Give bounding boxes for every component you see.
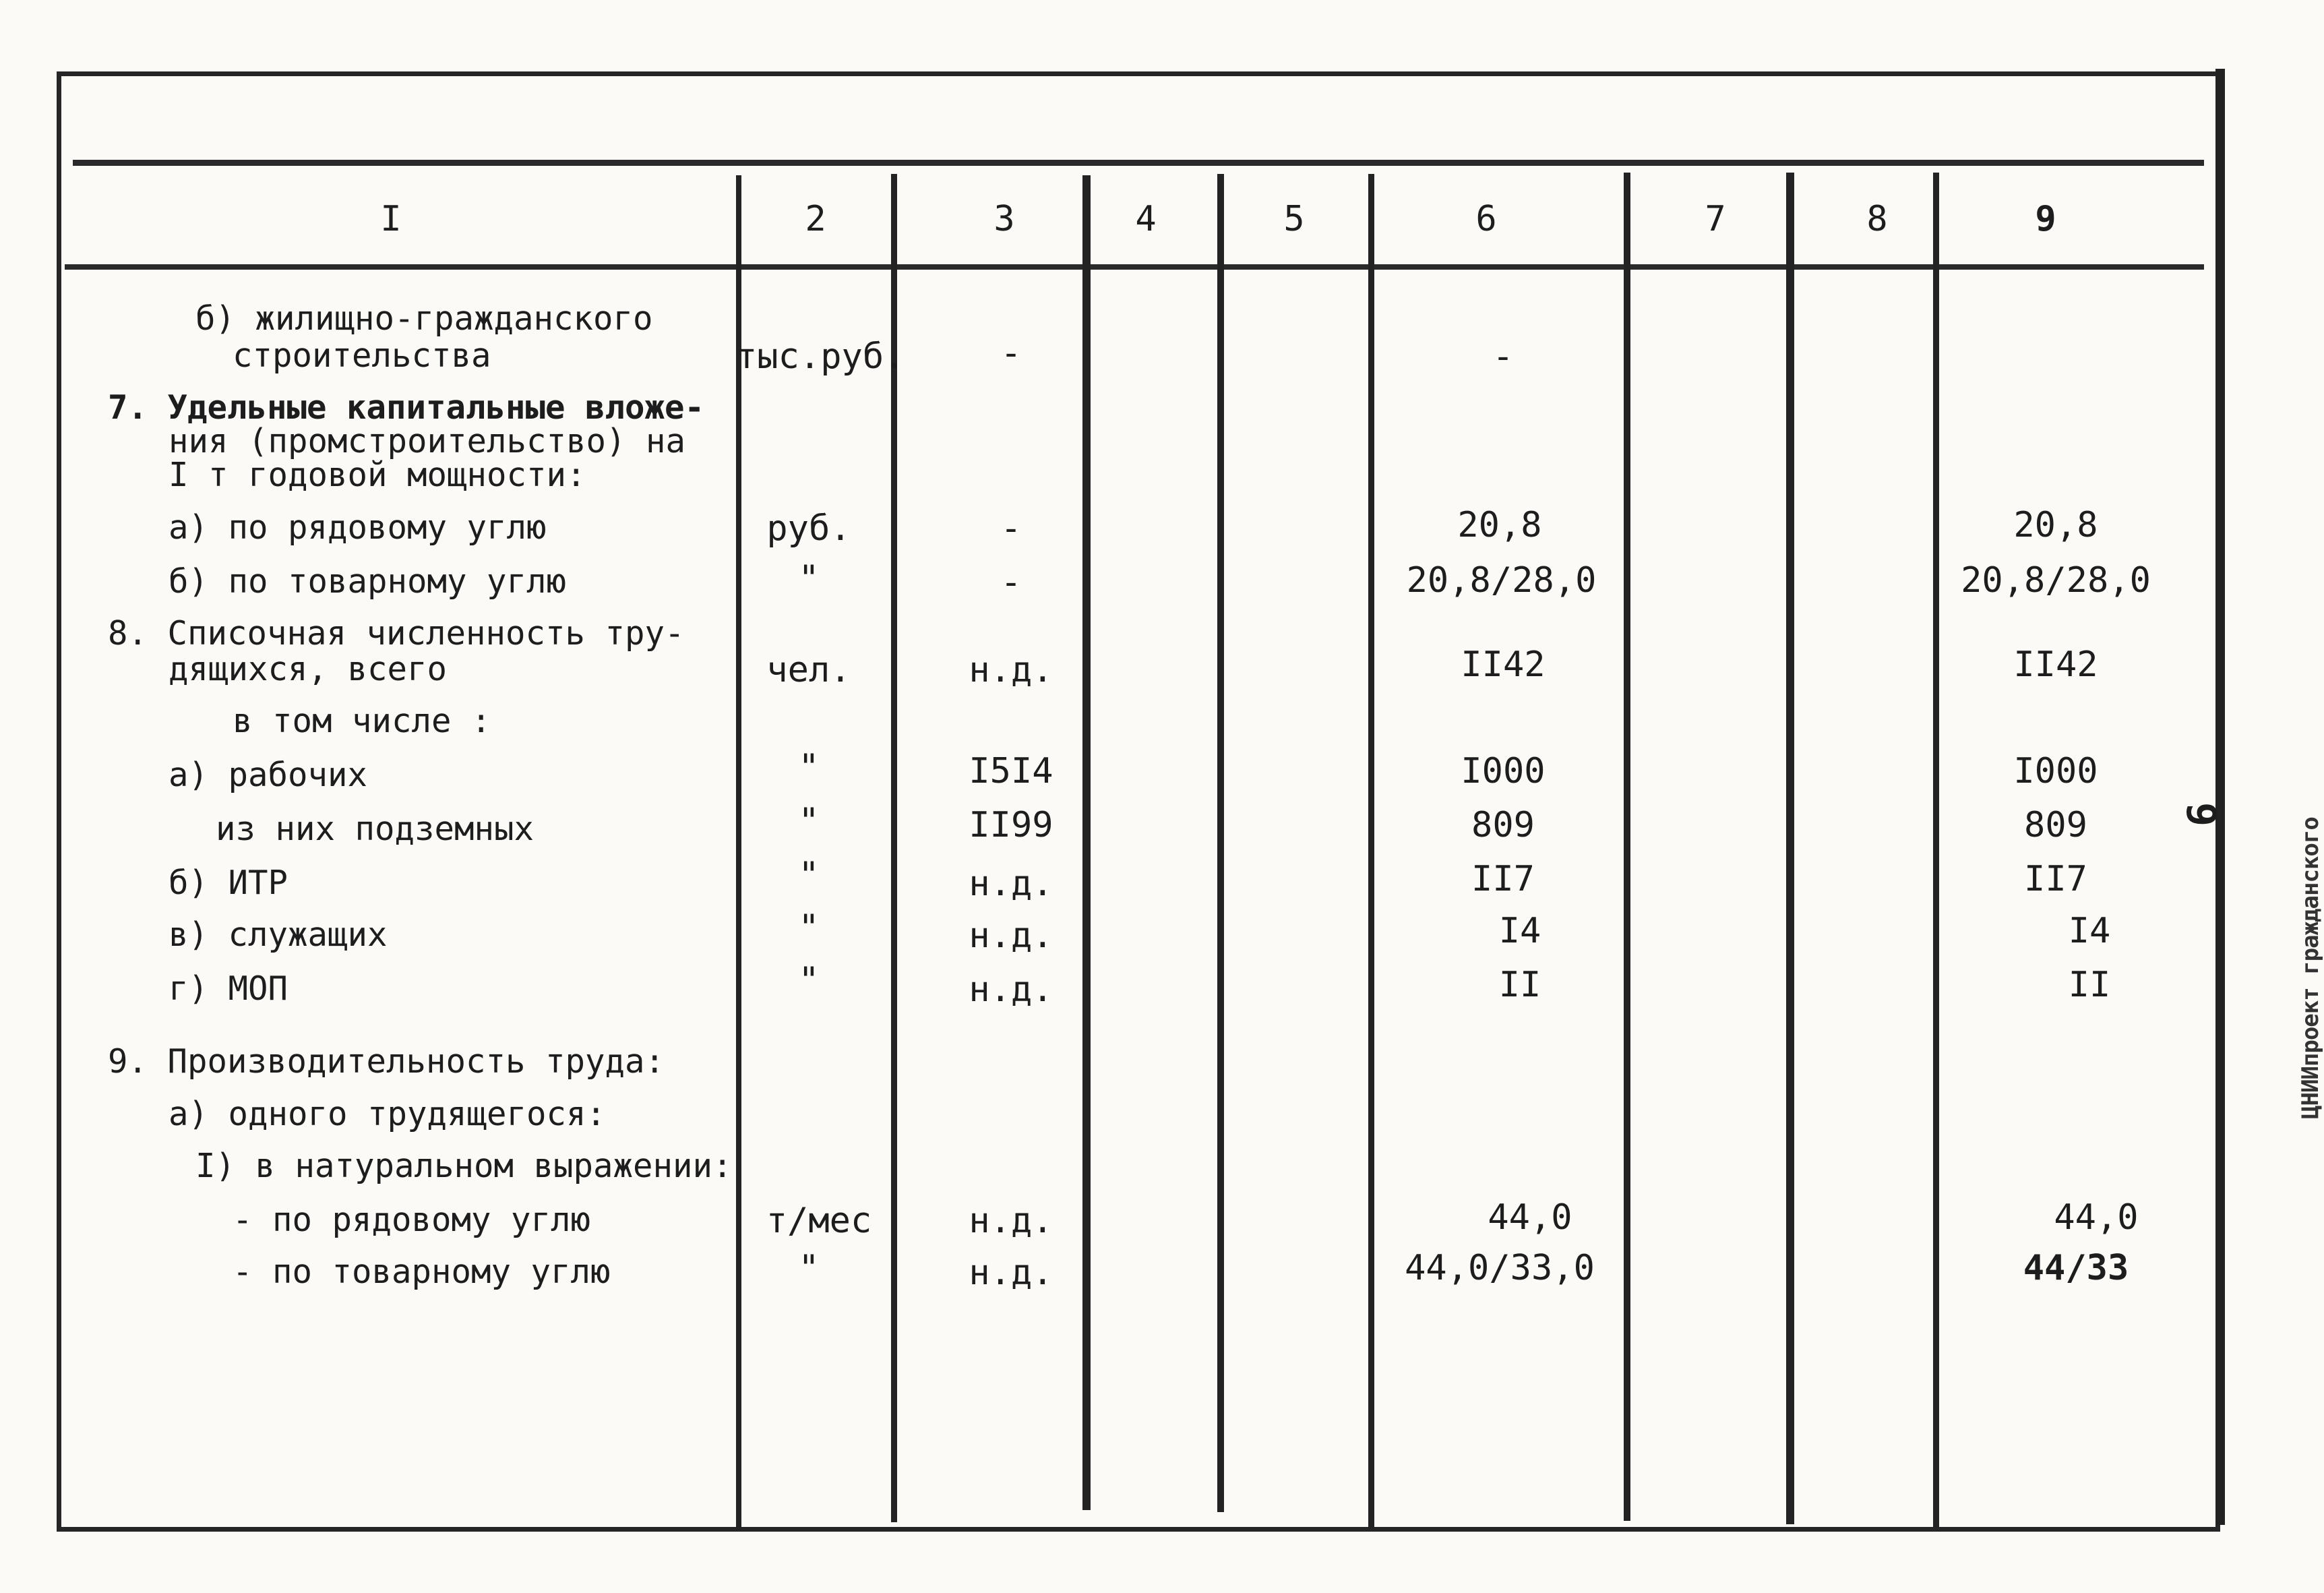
col6-cell: 44,0	[1488, 1197, 1572, 1238]
col9-cell: 20,8/28,0	[1961, 560, 2151, 601]
col9-cell: II7	[2024, 859, 2087, 899]
row-label: из них подземных	[216, 810, 534, 848]
side-stamp: ЦНИИпроект гражданского	[2297, 817, 2324, 1119]
col3-cell: II99	[969, 805, 1053, 845]
col6-cell: I000	[1461, 751, 1546, 791]
row-label: а) по рядовому углю	[169, 508, 547, 547]
unit-cell: "	[798, 855, 820, 895]
col9-cell: II	[2068, 965, 2111, 1005]
col3-cell: н.д.	[969, 1201, 1053, 1241]
col9-cell: 44/33	[2023, 1248, 2129, 1288]
row-label: б) по товарному углю	[169, 562, 567, 601]
col3-cell: н.д.	[969, 864, 1053, 904]
header-col-7: 7	[1705, 199, 1726, 239]
unit-cell: чел.	[766, 650, 851, 690]
unit-cell: "	[798, 907, 820, 948]
col6-cell: I4	[1498, 911, 1541, 951]
header-col-5: 5	[1283, 199, 1305, 239]
col6-cell: 809	[1471, 805, 1535, 845]
col9-cell: 20,8	[2013, 505, 2098, 545]
row-label: - по рядовому углю	[233, 1201, 591, 1239]
col3-cell: н.д.	[969, 969, 1053, 1010]
page-frame-right-edge	[2215, 69, 2225, 1525]
header-bottom-rule	[65, 264, 2204, 270]
col9-cell: 809	[2024, 805, 2087, 845]
header-col-4: 4	[1135, 199, 1157, 239]
row-label: а) рабочих	[169, 756, 368, 794]
unit-cell: "	[798, 801, 820, 841]
header-col-3: 3	[993, 199, 1015, 239]
header-col-2: 2	[805, 199, 826, 239]
header-col-9: 9	[2035, 199, 2056, 239]
col3-cell: I5I4	[969, 751, 1053, 791]
col-separator-1	[736, 175, 741, 1530]
row-label: а) одного трудящегося:	[169, 1095, 607, 1133]
col9-cell: I000	[2013, 751, 2098, 791]
col6-cell: 20,8	[1457, 505, 1542, 545]
page-number: 9	[2177, 802, 2224, 827]
row-label: I т годовой мощности:	[169, 456, 586, 494]
page-frame	[57, 71, 2220, 1532]
col6-cell: II	[1498, 965, 1541, 1005]
col-separator-3	[1082, 175, 1091, 1510]
col-separator-4	[1217, 174, 1224, 1512]
row-label: г) МОП	[169, 969, 288, 1008]
row-label: б) ИТР	[169, 864, 288, 902]
unit-cell: "	[798, 960, 820, 1000]
col3-cell: -	[1000, 508, 1022, 549]
col-separator-5	[1368, 174, 1374, 1529]
col3-cell: н.д.	[969, 915, 1053, 956]
col9-cell: 44,0	[2054, 1197, 2139, 1238]
col3-cell: -	[1000, 333, 1022, 373]
row-label: б) жилищно-гражданского	[195, 299, 653, 338]
unit-cell: тыс.руб.	[736, 336, 905, 377]
col6-cell: -	[1492, 336, 1514, 377]
col-separator-8	[1933, 173, 1939, 1528]
col6-cell: 44,0/33,0	[1405, 1248, 1595, 1288]
col-separator-7	[1786, 173, 1794, 1524]
col9-cell: I4	[2068, 911, 2111, 951]
row-label: в том числе :	[233, 702, 491, 740]
col3-cell: -	[1000, 562, 1022, 603]
header-top-rule	[73, 160, 2204, 166]
col3-cell: н.д.	[969, 1253, 1053, 1293]
unit-cell: руб.	[766, 508, 851, 549]
col-separator-6	[1624, 173, 1630, 1521]
row-label: I) в натуральном выражении:	[195, 1147, 733, 1185]
col6-cell: 20,8/28,0	[1406, 560, 1597, 601]
col3-cell: н.д.	[969, 650, 1053, 690]
row-label: 8. Списочная численность тру-	[108, 614, 685, 653]
header-col-6: 6	[1475, 199, 1497, 239]
row-label: дящихся, всего	[169, 650, 448, 688]
unit-cell: "	[798, 1248, 820, 1288]
header-col-1: I	[380, 199, 402, 239]
row-label: - по товарному углю	[233, 1253, 611, 1291]
row-label: в) служащих	[169, 915, 388, 954]
unit-cell: "	[798, 747, 820, 787]
col6-cell: II7	[1471, 859, 1535, 899]
header-col-8: 8	[1866, 199, 1888, 239]
col9-cell: II42	[2013, 644, 2098, 685]
row-label: ния (промстроительство) на	[169, 422, 686, 460]
row-label: строительства	[233, 336, 491, 375]
row-label: 7. Удельные капитальные вложе-	[108, 388, 705, 427]
row-label: 9. Производительность труда:	[108, 1042, 665, 1081]
col6-cell: II42	[1461, 644, 1546, 685]
unit-cell: т/мес	[766, 1201, 872, 1241]
unit-cell: "	[798, 558, 820, 599]
